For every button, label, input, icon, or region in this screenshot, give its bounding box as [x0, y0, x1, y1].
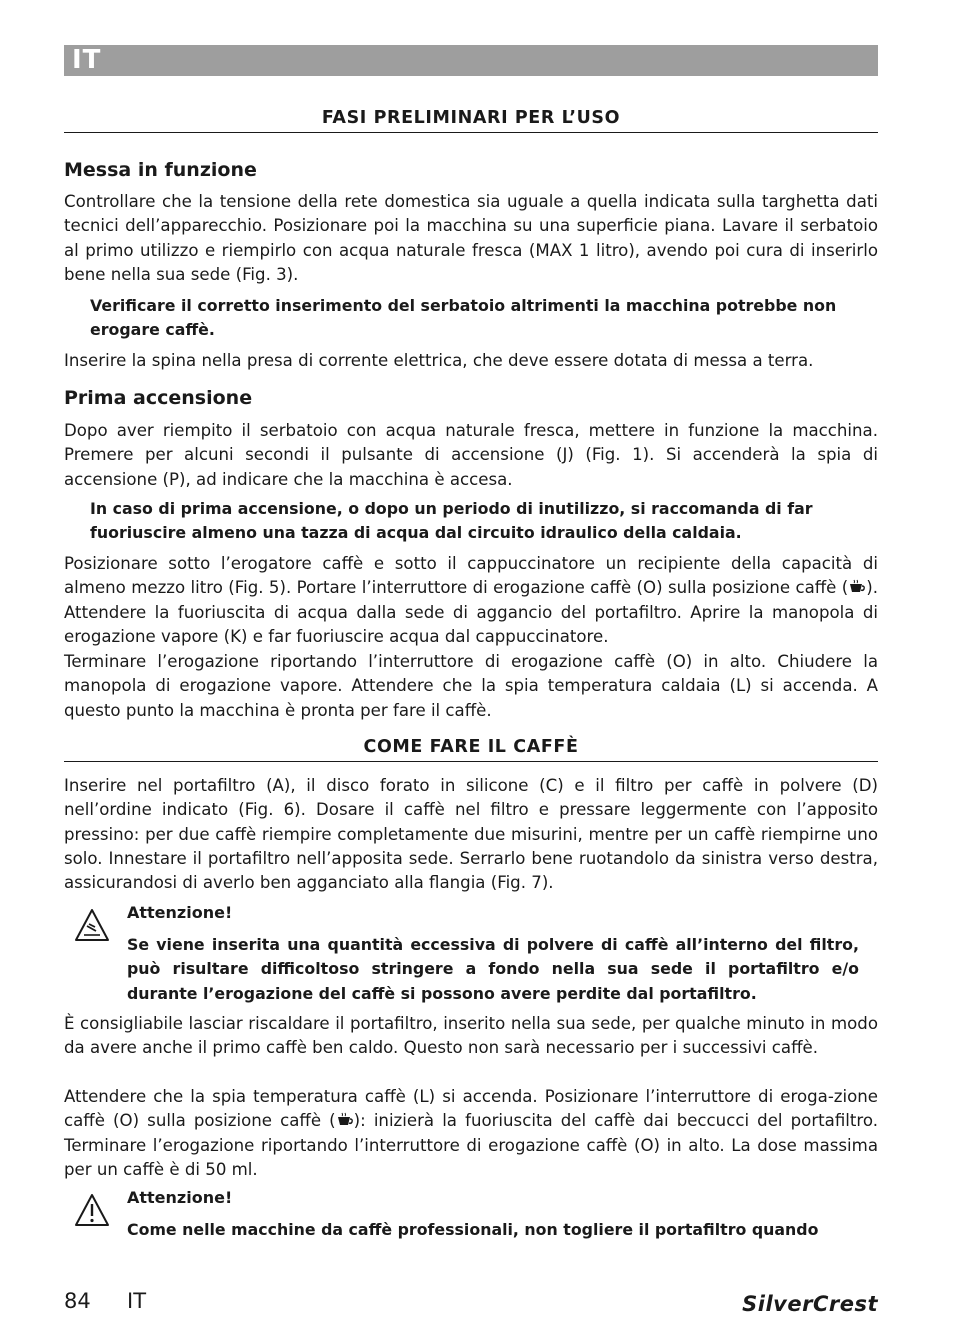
- page-number: 84: [64, 1289, 91, 1313]
- paragraph-text: Posizionare sotto l’erogatore caffè e sotto il cappuccinatore un recipiente della capacità di almeno mezzo litro (Fig. 5). Portare l’interruttore di erogazione caffè (O) sulla posizione caffè (: [64, 554, 878, 598]
- paragraph: Terminare l’erogazione riportando l’interruttore di erogazione caffè (O) in alto. Chiudere la manopola di erogazione vapore. Attendere che la spia temperatura caldaia (L) si accenda. A questo punto la macchina è pronta per fare il caffè.: [64, 652, 878, 720]
- warning-title: Attenzione!: [127, 1188, 233, 1207]
- coffee-cup-icon: [848, 579, 866, 595]
- paragraph: È consigliabile lasciar riscaldare il portafiltro, inserito nella sua sede, per qualche minuto in modo da avere anche il primo caffè ben caldo. Questo non sarà necessario per i successivi caffè.: [64, 1014, 878, 1058]
- paragraph-text: ): inizierà la fuoriuscita del caffè dai beccucci del portafiltro. Terminare l’erogazione riportando l’interruttore di erogazione caffè (O) in alto. La dose massima per un caffè è di 50 ml.: [64, 1111, 878, 1179]
- warning-text: Se viene inserita una quantità eccessiva di polvere di caffè all’interno del filtro, può risultare difficoltoso stringere a fondo nella sua sede il portafiltro e/o durante l’erogazione del caffè si possono avere perdite dal portafiltro.: [127, 935, 859, 1003]
- paragraph-with-icon: [64, 552, 878, 649]
- brand-logo: SilverCrest: [742, 1292, 878, 1316]
- paragraph: Inserire la spina nella presa di corrente elettrica, che deve essere dotata di messa a terra.: [64, 351, 814, 370]
- subheading-prima-accensione: Prima accensione: [64, 387, 253, 409]
- subheading-messa-in-funzione: Messa in funzione: [64, 159, 257, 181]
- section-title-come-fare-caffe: COME FARE IL CAFFÈ: [64, 737, 878, 762]
- note-bold: Verificare il corretto inserimento del serbatoio altrimenti la macchina potrebbe non erogare caffè.: [90, 296, 837, 340]
- paragraph: Dopo aver riempito il serbatoio con acqua naturale fresca, mettere in funzione la macchina. Premere per alcuni secondi il pulsante di accensione (J) (Fig. 1). Si accenderà la spia di accensione (P), ad indicare che la macchina è accesa.: [64, 421, 878, 489]
- note-bold: In caso di prima accensione, o dopo un periodo di inutilizzo, si raccomanda di far fuoriuscire almeno una tazza di acqua dal circuito idraulico della caldaia.: [90, 499, 813, 543]
- paragraph: Controllare che la tensione della rete domestica sia uguale a quella indicata sulla targhetta dati tecnici dell’apparecchio. Posizionare poi la macchina su una superficie piana. Lavare il serbatoio al primo utilizzo e riempirlo con acqua naturale fresca (MAX 1 litro), avendo poi cura di inserirlo bene nella sua sede (Fig. 3).: [64, 192, 878, 284]
- warning-text: Come nelle macchine da caffè professionali, non togliere il portafiltro quando: [127, 1220, 819, 1239]
- paragraph-text: Attendere che la spia temperatura caffè (L) si accenda. Posizionare l’interruttore di eroga-zione caffè (O) sulla posizione caffè (: [64, 1087, 878, 1131]
- hot-surface-warning-icon: [74, 908, 110, 942]
- paragraph-with-icon: [64, 1085, 878, 1182]
- paragraph: Inserire nel portafiltro (A), il disco forato in silicone (C) e il filtro per caffè in polvere (D) nell’ordine indicato (Fig. 6). Dosare il caffè nel filtro e pressare leggermente con l’apposito pressino: per due caffè riempire completamente due misurini, mentre per un caffè riempirne uno solo. Innestare il portafiltro nell’apposita sede. Serrarlo bene ruotandolo da sinistra verso destra, assicurandosi di averlo ben agganciato alla flangia (Fig. 7).: [64, 776, 878, 893]
- warning-title: Attenzione!: [127, 903, 233, 922]
- section-title-preliminari: FASI PRELIMINARI PER L’USO: [64, 108, 878, 133]
- language-bar: [64, 45, 878, 76]
- coffee-cup-icon: [336, 1112, 354, 1128]
- language-label: IT: [72, 45, 102, 75]
- footer-language: IT: [127, 1289, 147, 1313]
- paragraph-text: ). Attendere la fuoriuscita di acqua dalla sede di aggancio del portafiltro. Aprire la manopola di erogazione vapore (K) e far fuoriuscire acqua dal cappuccinatore.: [64, 578, 878, 646]
- exclamation-warning-icon: [74, 1193, 110, 1227]
